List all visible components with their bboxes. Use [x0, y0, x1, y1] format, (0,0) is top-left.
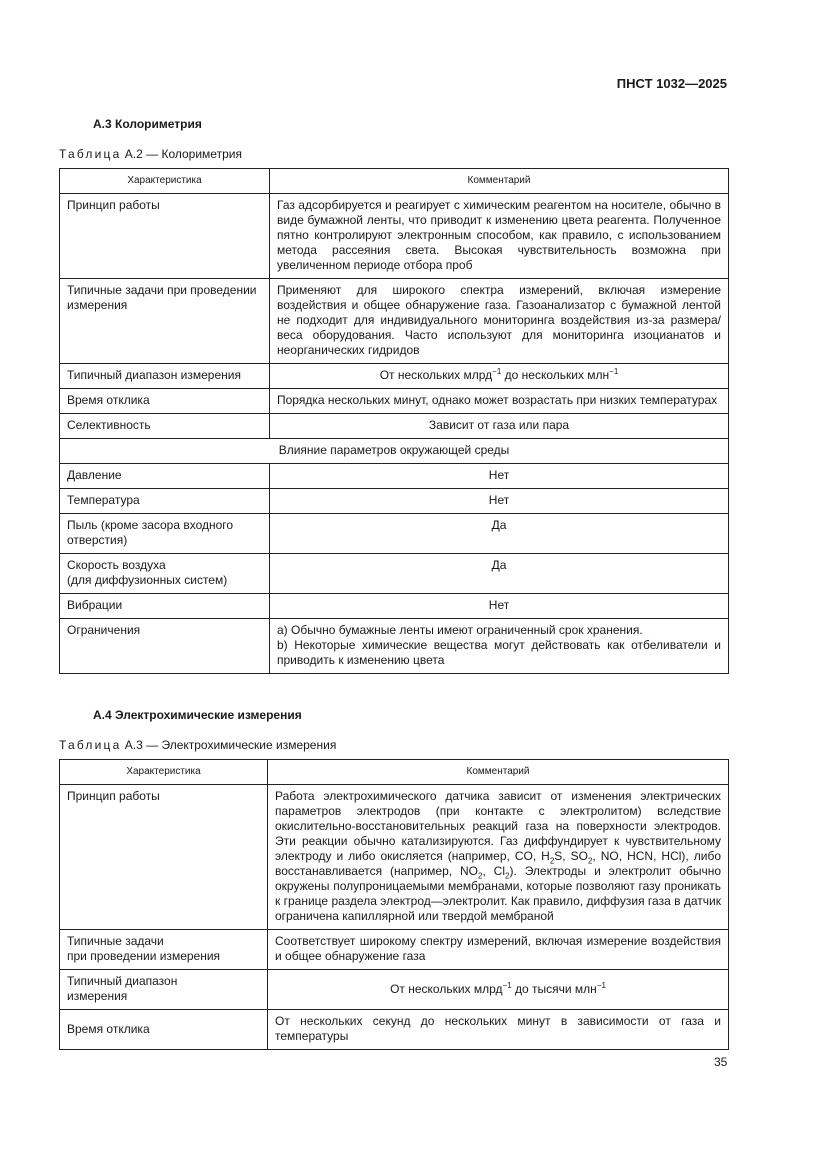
- caption-text: А.3 — Электрохимические измерения: [121, 738, 337, 752]
- row-comment: Зависит от газа или пара: [270, 414, 729, 439]
- row-label: [60, 554, 270, 594]
- row-label: [60, 514, 270, 554]
- document-code: ПНСТ 1032—2025: [616, 76, 727, 91]
- row-label: Ограничения: [60, 619, 270, 674]
- row-comment: [270, 619, 729, 674]
- table-caption-a3: [59, 738, 336, 752]
- limitation-item: a) Обычно бумажные ленты имеют ограниченный срок хранения.: [277, 623, 643, 637]
- table-row: [60, 554, 729, 594]
- row-label: Типичный диапазон измерения: [60, 364, 270, 389]
- section-heading-a4: А.4 Электрохимические измерения: [93, 708, 302, 722]
- electrochemical-table: [59, 759, 729, 1050]
- row-label-line: Типичные задачи: [67, 934, 164, 948]
- row-label: Селективность: [60, 414, 270, 439]
- row-label: Вибрации: [60, 594, 270, 619]
- row-comment: [268, 785, 729, 930]
- row-comment: Порядка нескольких минут, однако может возрастать при низких температурах: [270, 389, 729, 414]
- row-comment: [270, 364, 729, 389]
- table-caption-a2: [59, 147, 242, 161]
- range-from: От нескольких млрд: [390, 981, 503, 996]
- exponent: −1: [609, 367, 619, 376]
- row-comment: Нет: [270, 594, 729, 619]
- row-label-line: Пыль (кроме засора входного: [67, 518, 234, 532]
- row-comment: Нет: [270, 489, 729, 514]
- col-header-characteristic: Характеристика: [60, 760, 268, 785]
- table-row: [60, 930, 729, 970]
- table-row: [60, 464, 729, 489]
- subscript: 2: [587, 856, 593, 866]
- caption-prefix: Таблица: [59, 738, 122, 752]
- table-row: [60, 389, 729, 414]
- range-from: От нескольких млрд: [379, 368, 493, 382]
- table-header-row: [60, 169, 729, 194]
- exponent: −1: [492, 367, 502, 376]
- principle-text: , Cl: [482, 864, 506, 878]
- row-label: Принцип работы: [60, 785, 268, 930]
- table-row: [60, 970, 729, 1010]
- range-to: до нескольких млн: [501, 368, 610, 382]
- environment-section-label: Влияние параметров окружающей среды: [60, 439, 729, 464]
- row-label-line: Скорость воздуха: [67, 558, 166, 572]
- table-row: [60, 594, 729, 619]
- table-row: [60, 489, 729, 514]
- table-row: [60, 785, 729, 930]
- range-to: до тысячи млн: [511, 981, 597, 996]
- row-comment: Газ адсорбируется и реагирует с химическим реагентом на носителе, обычно в виде бумажной ленты, что приводит к изменению цвета реагента. Полученное пятно контролируют электронным способом, как правило, с использованием метода рассеяния света. Высокая чувствительность возможна при увеличенном периоде отбора проб: [270, 194, 729, 279]
- exponent: −1: [596, 980, 606, 990]
- row-comment: Да: [270, 554, 729, 594]
- row-label: Температура: [60, 489, 270, 514]
- row-label: Принцип работы: [60, 194, 270, 279]
- col-header-comment: Комментарий: [270, 169, 729, 194]
- exponent: −1: [502, 980, 512, 990]
- row-label-line: измерения: [67, 989, 128, 1003]
- table-row: [60, 619, 729, 674]
- page-number: 35: [714, 1055, 728, 1069]
- row-label: Время отклика: [60, 389, 270, 414]
- row-comment: Нет: [270, 464, 729, 489]
- principle-text: ). Электроды и электролит обычно окружены полупроницаемыми мембранами, которые позволяют газу проникать к границе раздела электрод—электролит. Как правило, диффузия газа в датчик ограничена капиллярной или твердой мембраной: [275, 864, 721, 923]
- table-row: [60, 194, 729, 279]
- table-row: [60, 414, 729, 439]
- col-header-characteristic: Характеристика: [60, 169, 270, 194]
- row-label: Типичные задачи при проведении измерения: [60, 279, 270, 364]
- row-label-line: (для диффузионных систем): [67, 573, 228, 587]
- table-row: [60, 279, 729, 364]
- table-section-row: [60, 439, 729, 464]
- table-row: [60, 514, 729, 554]
- row-label: [60, 970, 268, 1010]
- caption-text: А.2 — Колориметрия: [121, 147, 242, 161]
- caption-prefix: Таблица: [59, 147, 122, 161]
- table-header-row: [60, 760, 729, 785]
- principle-text: , NO, HCN, HCl), либо восстанавливается (например, NO: [275, 849, 722, 878]
- row-label-line: при проведении измерения: [67, 949, 221, 963]
- subscript: 2: [549, 856, 555, 866]
- row-label: Давление: [60, 464, 270, 489]
- principle-text: S, SO: [554, 849, 588, 863]
- row-comment: Применяют для широкого спектра измерений, включая измерение воздействия и общее обнаружение газа. Газоанализатор с бумажной лентой не подходит для индивидуального мониторинга воздействия из-за размера/веса оборудования. Часто используют для мониторинга изоцианатов и неорганических гидридов: [270, 279, 729, 364]
- row-comment: Да: [270, 514, 729, 554]
- subscript: 2: [505, 871, 510, 881]
- row-label-line: Типичный диапазон: [67, 974, 178, 988]
- limitation-item: b) Некоторые химические вещества могут действовать как отбеливатели и приводить к изменению цвета: [277, 638, 721, 667]
- row-label: Время отклика: [60, 1010, 268, 1050]
- row-comment: Соответствует широкому спектру измерений, включая измерение воздействия и общее обнаружение газа: [268, 930, 729, 970]
- section-heading-a3: А.3 Колориметрия: [93, 117, 202, 131]
- col-header-comment: Комментарий: [268, 760, 729, 785]
- row-comment: [268, 970, 729, 1010]
- row-label-line: отверстия): [67, 533, 128, 547]
- table-row: [60, 1010, 729, 1050]
- colorimetry-table: [59, 168, 729, 674]
- principle-text: Работа электрохимического датчика зависит от изменения электрических параметров электродов (при контакте с электролитом) вследствие окислительно-восстановительных реакций газа на поверхности электродов. Эти реакции обычно катализируются. Газ диффундирует к чувствительному электроду и либо окисляется (например, CO, H: [275, 789, 721, 863]
- table-row: [60, 364, 729, 389]
- row-label: [60, 930, 268, 970]
- row-comment: От нескольких секунд до нескольких минут в зависимости от газа и температуры: [268, 1010, 729, 1050]
- subscript: 2: [478, 871, 483, 881]
